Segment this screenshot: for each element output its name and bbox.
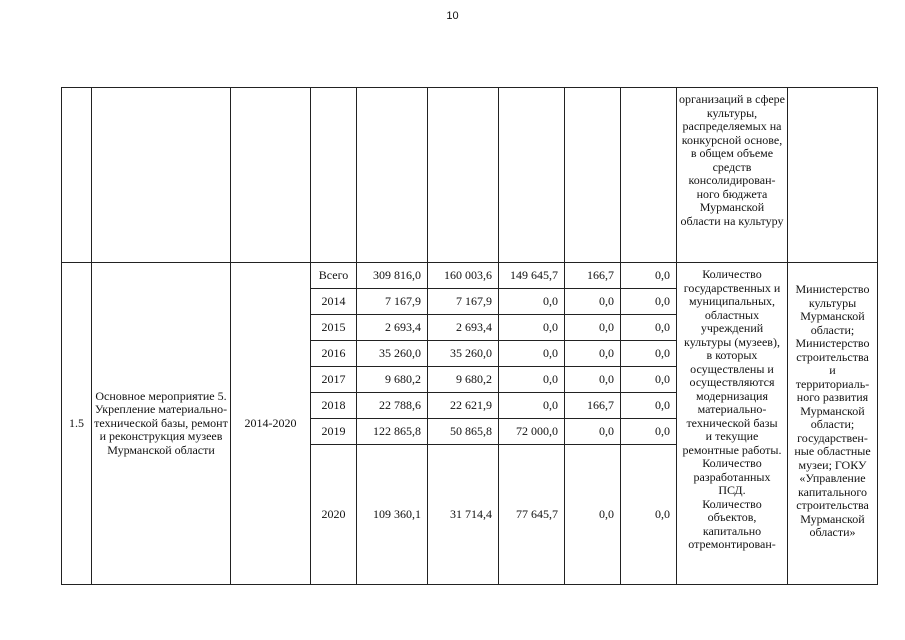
indicator-line: культуры (музеев), [684,334,780,349]
executor-line: ные областные [794,444,871,458]
funding-cell-1: 50 865,8 [428,419,499,445]
funding-cell-4: 0,0 [621,367,677,393]
funding-cell-1: 35 260,0 [428,341,499,367]
indicator-line: капитально [702,523,762,538]
funding-cell-3: 0,0 [565,367,621,393]
prev-c3-cell [565,88,621,263]
indicator-cell [677,263,788,585]
executor-line: капитального [798,484,867,499]
program-table [61,87,878,585]
total-cell: 9 680,2 [357,367,428,393]
funding-cell-3: 0,0 [565,445,621,585]
funding-cell-3: 0,0 [565,289,621,315]
funding-cell-4: 0,0 [621,341,677,367]
executor-line: строительства [796,498,869,512]
year-cell: 2019 [311,419,357,445]
indicator-line: технической базы [686,415,778,430]
year-cell: 2017 [311,367,357,393]
funding-cell-4: 0,0 [621,289,677,315]
executor-line: ного развития [796,390,869,404]
executor-line: «Управление [799,471,866,485]
funding-cell-4: 0,0 [621,263,677,289]
funding-cell-3: 0,0 [565,419,621,445]
year-cell: 2020 [311,445,357,585]
total-cell: 2 693,4 [357,315,428,341]
executor-line: музеи; ГОКУ [798,457,867,472]
funding-cell-2: 0,0 [499,393,565,419]
prev-executor-cell [788,88,878,263]
year-cell: 2016 [311,341,357,367]
indicator-line: модернизация [696,388,768,403]
total-cell: 7 167,9 [357,289,428,315]
row-number-cell: 1.5 [62,263,92,585]
executor-line: Министерство [795,282,870,296]
executor-cell [788,263,878,585]
executor-line: Министерство [795,336,870,350]
indicator-line: ремонтные работы. [682,442,782,457]
indicator-line: муниципальных, [688,294,776,308]
funding-cell-2: 0,0 [499,367,565,393]
indicator-line: разработанных [693,469,771,484]
funding-cell-2: 0,0 [499,315,565,341]
funding-cell-1: 7 167,9 [428,289,499,315]
funding-cell-1: 9 680,2 [428,367,499,393]
prev-period-cell [231,88,311,263]
executor-line: области; [810,417,855,431]
executor-line: и [829,363,836,377]
total-cell: 22 788,6 [357,393,428,419]
indicator-line: осуществлены и [690,361,774,376]
indicator-line: учреждений [700,321,764,335]
prev-row-continuation [62,88,878,263]
indicator-line: осуществляются [689,375,775,389]
executor-line: территориаль- [795,376,870,391]
indicator-line: Количество [702,456,762,470]
funding-cell-2: 72 000,0 [499,419,565,445]
indicator-line: в которых [706,348,758,362]
funding-cell-1: 2 693,4 [428,315,499,341]
funding-cell-4: 0,0 [621,419,677,445]
funding-cell-3: 166,7 [565,263,621,289]
executor-line: культуры [808,295,857,310]
year-cell: 2015 [311,315,357,341]
executor-line: Мурманской [800,309,865,323]
prev-year-cell [311,88,357,263]
funding-cell-2: 0,0 [499,341,565,367]
indicator-line: ПСД. [718,483,746,497]
funding-cell-4: 0,0 [621,445,677,585]
executor-line: области; [810,322,855,337]
executor-line: области» [809,525,856,539]
prev-total-cell [357,88,428,263]
executor-line: строительства [796,349,869,364]
indicator-line: отремонтирован- [688,537,776,551]
prev-name-cell [92,88,231,263]
funding-cell-1: 22 621,9 [428,393,499,419]
funding-cell-2: 0,0 [499,289,565,315]
indicator-line: областных [704,307,760,322]
prev-c2-cell [499,88,565,263]
year-cell: 2014 [311,289,357,315]
funding-cell-3: 166,7 [565,393,621,419]
prev-c4-cell [621,88,677,263]
funding-cell-2: 149 645,7 [499,263,565,289]
indicator-line: государственных и [683,280,781,295]
prev-c1-cell [428,88,499,263]
funding-cell-2: 77 645,7 [499,445,565,585]
year-cell: Всего [311,263,357,289]
prev-indicator-cell: организаций в сфере культуры, распределяемых на конкурсной основе, в общем объеме средств консолидирован-ного бюджета Мурманской области на культуру [677,88,788,263]
funding-cell-4: 0,0 [621,393,677,419]
funding-cell-4: 0,0 [621,315,677,341]
funding-cell-1: 31 714,4 [428,445,499,585]
period-cell: 2014-2020 [231,263,311,585]
executor-line: Мурманской [800,511,865,526]
funding-cell-1: 160 003,6 [428,263,499,289]
indicator-line: материально- [697,402,767,416]
table-row [62,263,878,289]
total-cell: 122 865,8 [357,419,428,445]
indicator-line: Количество [702,267,762,281]
activity-name-cell: Основное мероприятие 5. Укрепление материально-технической базы, ремонт и реконструкция музеев Мурманской области [92,263,231,585]
year-cell: 2018 [311,393,357,419]
funding-cell-3: 0,0 [565,315,621,341]
prev-number-cell [62,88,92,263]
funding-cell-3: 0,0 [565,341,621,367]
page-number: 10 [446,10,459,22]
executor-line: государствен- [797,430,868,445]
total-cell: 309 816,0 [357,263,428,289]
total-cell: 109 360,1 [357,445,428,585]
indicator-line: Количество [702,496,762,511]
indicator-line: объектов, [707,510,757,524]
executor-line: Мурманской [800,403,865,418]
total-cell: 35 260,0 [357,341,428,367]
indicator-line: и текущие [705,429,759,443]
